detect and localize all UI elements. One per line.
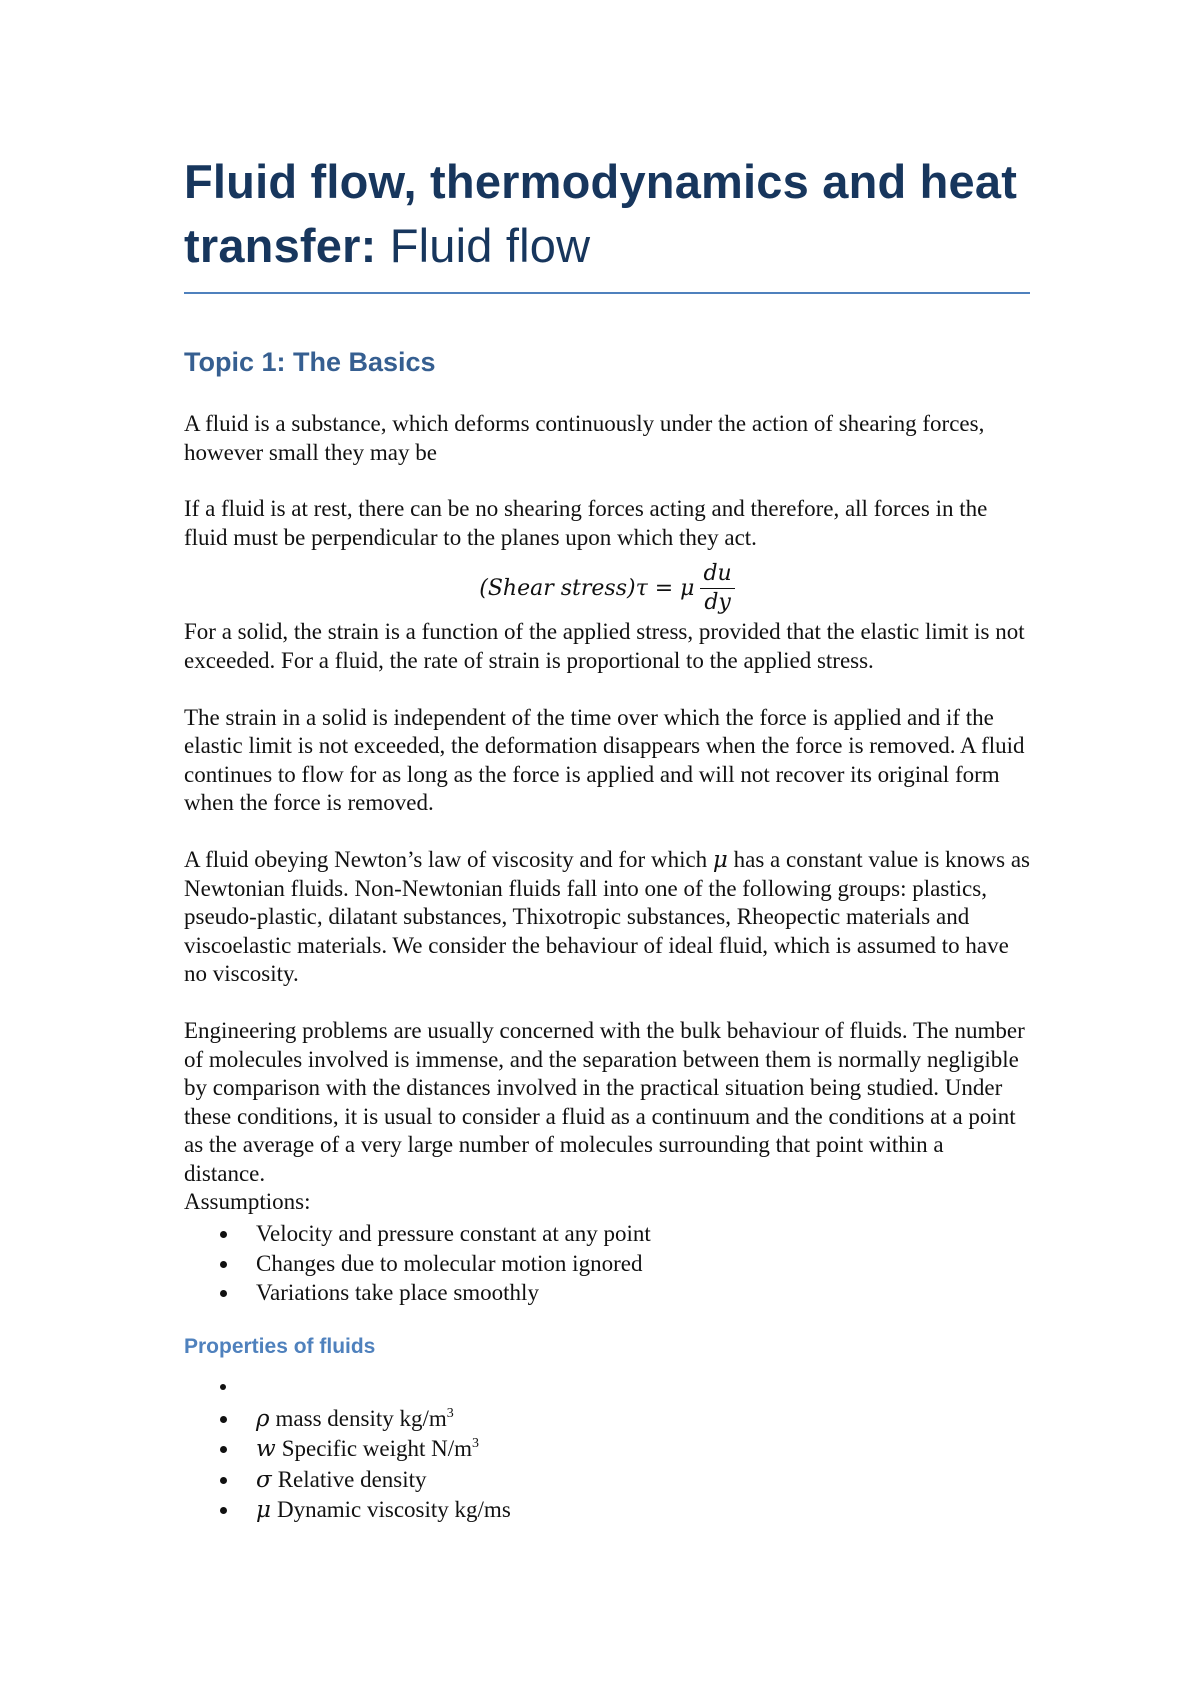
bullet-icon — [220, 1507, 227, 1514]
equation-lhs: (Shear stress)τ = μ — [479, 576, 695, 602]
bullet-icon — [220, 1446, 227, 1453]
equation-fraction — [700, 562, 734, 615]
list-item-text: Velocity and pressure constant at any point — [256, 1221, 651, 1247]
list-item — [184, 1278, 1030, 1308]
list-item-text: Variations take place smoothly — [256, 1280, 539, 1306]
properties-list — [184, 1384, 1030, 1526]
properties-heading: Properties of fluids — [184, 1334, 376, 1358]
bullet-icon — [220, 1290, 227, 1297]
paragraph-solid-strain: For a solid, the strain is a function of the applied stress, provided that the elastic limit is not exceeded. For a fluid, the rate of strain is proportional to the applied stress. — [184, 619, 1025, 673]
property-text: Specific weight N/m — [281, 1436, 473, 1462]
list-item — [184, 1495, 1030, 1526]
paragraph-newtonian — [184, 846, 1030, 989]
list-item — [184, 1219, 1030, 1249]
property-superscript: 3 — [472, 1436, 480, 1452]
property-symbol: σ — [256, 1466, 272, 1493]
list-item — [184, 1465, 1030, 1496]
page-content — [184, 150, 1030, 1526]
paragraph-continuum: Engineering problems are usually concerned with the bulk behaviour of fluids. The number of molecules involved is immense, and the separation between them is normally negligible by comparison with the distances involved in the practical situation being studied. Under these conditions, it is usual to consider a fluid as a continuum and the conditions at a point as the average of a very large number of molecules surrounding that point within a distance. — [184, 1017, 1025, 1186]
equation-denominator: dy — [704, 590, 731, 616]
list-item — [184, 1404, 1030, 1435]
title-divider — [184, 292, 1030, 294]
property-superscript: 3 — [446, 1405, 454, 1421]
paragraph-rest: If a fluid is at rest, there can be no shearing forces acting and therefore, all forces in the fluid must be perpendicular to the planes upon which they act. — [184, 496, 988, 550]
newtonian-text-after: has a constant value is knows as Newtonian fluids. Non-Newtonian fluids fall into one of the following groups: plastics, pseudo-plastic, dilatant substances, Thixotropic substances, Rheopectic materials and viscoelastic materials. We consider the behaviour of ideal fluid, which is assumed to have no viscosity. — [184, 846, 1031, 987]
bullet-icon — [220, 1416, 227, 1423]
bullet-icon — [220, 1231, 227, 1238]
list-item-text: Changes due to molecular motion ignored — [256, 1250, 643, 1276]
shear-stress-equation — [184, 562, 1030, 618]
paragraph-time-strain: The strain in a solid is independent of the time over which the force is applied and if the elastic limit is not exceeded, the deformation disappears when the force is removed. A fluid continues to flow for as long as the force is applied and will not recover its original form when the force is removed. — [184, 704, 1025, 816]
property-symbol: ρ — [256, 1405, 270, 1432]
mu-symbol: μ — [712, 846, 728, 873]
paragraph-definition: A fluid is a substance, which deforms continuously under the action of shearing forces, however small they may be — [184, 411, 985, 465]
list-item-empty — [184, 1384, 1030, 1404]
title-bold-part: Fluid flow, thermodynamics and heat transfer: — [184, 155, 1018, 272]
property-text: mass density kg/m — [275, 1405, 447, 1431]
property-text: Relative density — [277, 1466, 427, 1492]
property-symbol: μ — [256, 1497, 271, 1524]
bullet-icon — [220, 1261, 227, 1268]
property-text: Dynamic viscosity kg/ms — [276, 1497, 511, 1523]
newtonian-text-before: A fluid obeying Newton’s law of viscosity and for which — [184, 846, 713, 872]
bullet-icon — [220, 1384, 226, 1390]
assumptions-list — [184, 1219, 1030, 1308]
title-normal-part: Fluid flow — [389, 219, 591, 272]
bullet-icon — [220, 1477, 227, 1484]
assumptions-label: Assumptions: — [184, 1189, 311, 1215]
list-item — [184, 1434, 1030, 1465]
document-title — [184, 150, 1030, 278]
property-symbol: w — [256, 1436, 276, 1463]
list-item — [184, 1249, 1030, 1279]
topic-heading: Topic 1: The Basics — [184, 347, 436, 377]
equation-numerator: du — [700, 562, 734, 589]
